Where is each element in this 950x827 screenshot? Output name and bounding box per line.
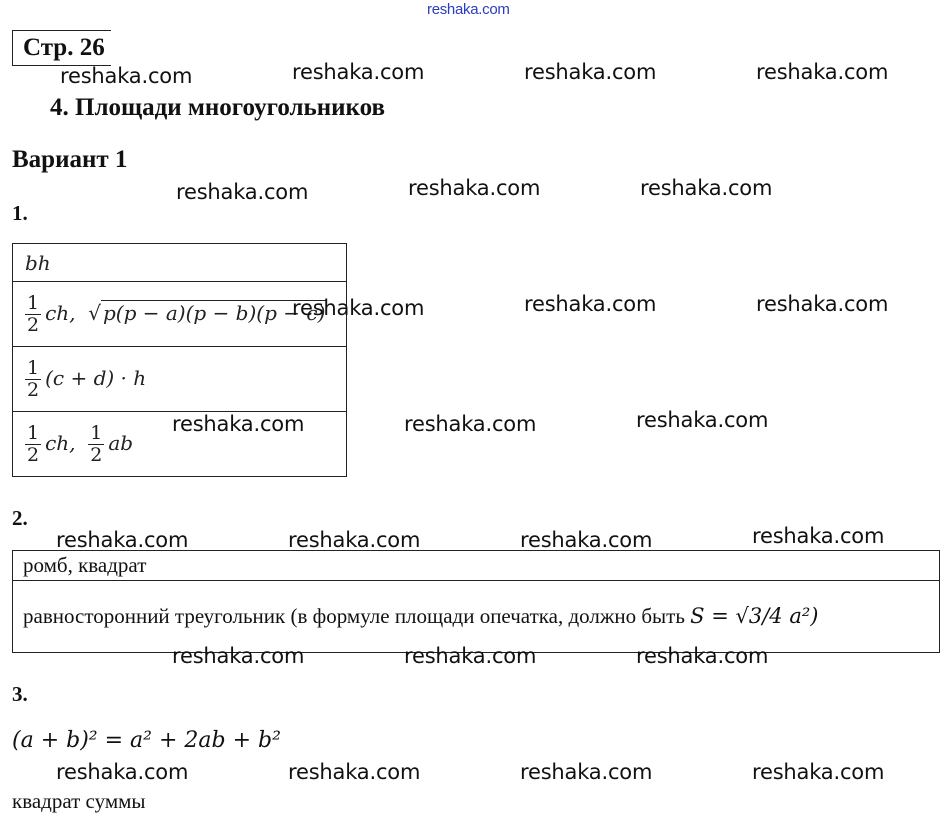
watermark: reshaka.com (292, 296, 425, 320)
watermark: reshaka.com (292, 60, 425, 84)
area-formula: S = √3/4 a²) (690, 604, 819, 628)
variant-heading: Вариант 1 (12, 146, 128, 173)
question-3-number: 3. (12, 682, 28, 706)
watermark: reshaka.com (60, 64, 193, 88)
table-1-row-3: $\frac{1}{2}$ (c + d) · h (13, 347, 347, 412)
fraction-half: $\frac{1}{2}$ (90, 421, 103, 466)
table-1-row-1: bh (13, 244, 347, 282)
watermark: reshaka.com (520, 760, 653, 784)
table-2-row-1: ромб, квадрат (13, 551, 940, 581)
watermark: reshaka.com (524, 292, 657, 316)
watermark: reshaka.com (636, 644, 769, 668)
watermark: reshaka.com (636, 408, 769, 432)
watermark: reshaka.com (756, 292, 889, 316)
table-2-row-2-text: равносторонний треугольник (в формуле площади опечатка, должно быть (23, 604, 685, 628)
watermark: reshaka.com (756, 60, 889, 84)
watermark: reshaka.com (404, 412, 537, 436)
fraction-half: $\frac{1}{2}$ (27, 421, 40, 466)
watermark: reshaka.com (520, 528, 653, 552)
question-2-number: 2. (12, 506, 28, 530)
question-1-number: 1. (12, 201, 28, 225)
table-1-row-2: $\frac{1}{2}$ ch, √ p(p − a)(p − b)(p − c) (13, 282, 347, 347)
site-header-link[interactable]: reshaka.com (427, 1, 510, 18)
answer-table-2 (12, 550, 940, 653)
watermark: reshaka.com (408, 176, 541, 200)
watermark: reshaka.com (172, 412, 305, 436)
question-3-answer: квадрат суммы (12, 789, 146, 813)
watermark: reshaka.com (640, 176, 773, 200)
fraction-half: $\frac{1}{2}$ (27, 356, 40, 401)
watermark: reshaka.com (288, 760, 421, 784)
watermark: reshaka.com (288, 528, 421, 552)
answer-table-1 (12, 243, 347, 477)
watermark: reshaka.com (752, 524, 885, 548)
page-number-box (12, 30, 111, 66)
section-title: 4. Площади многоугольников (50, 94, 385, 121)
watermark: reshaka.com (176, 180, 309, 204)
table-2-row-2 (13, 581, 940, 653)
binomial-formula: (a + b)² = a² + 2ab + b² (12, 728, 281, 753)
page-number-label: Стр. 26 (23, 34, 105, 61)
watermark: reshaka.com (56, 760, 189, 784)
watermark: reshaka.com (404, 644, 537, 668)
watermark: reshaka.com (172, 644, 305, 668)
watermark: reshaka.com (752, 760, 885, 784)
watermark: reshaka.com (524, 60, 657, 84)
fraction-half: $\frac{1}{2}$ (27, 291, 40, 336)
table-1-row-4: $\frac{1}{2}$ ch, $\frac{1}{2}$ ab (13, 412, 347, 477)
watermark: reshaka.com (56, 528, 189, 552)
